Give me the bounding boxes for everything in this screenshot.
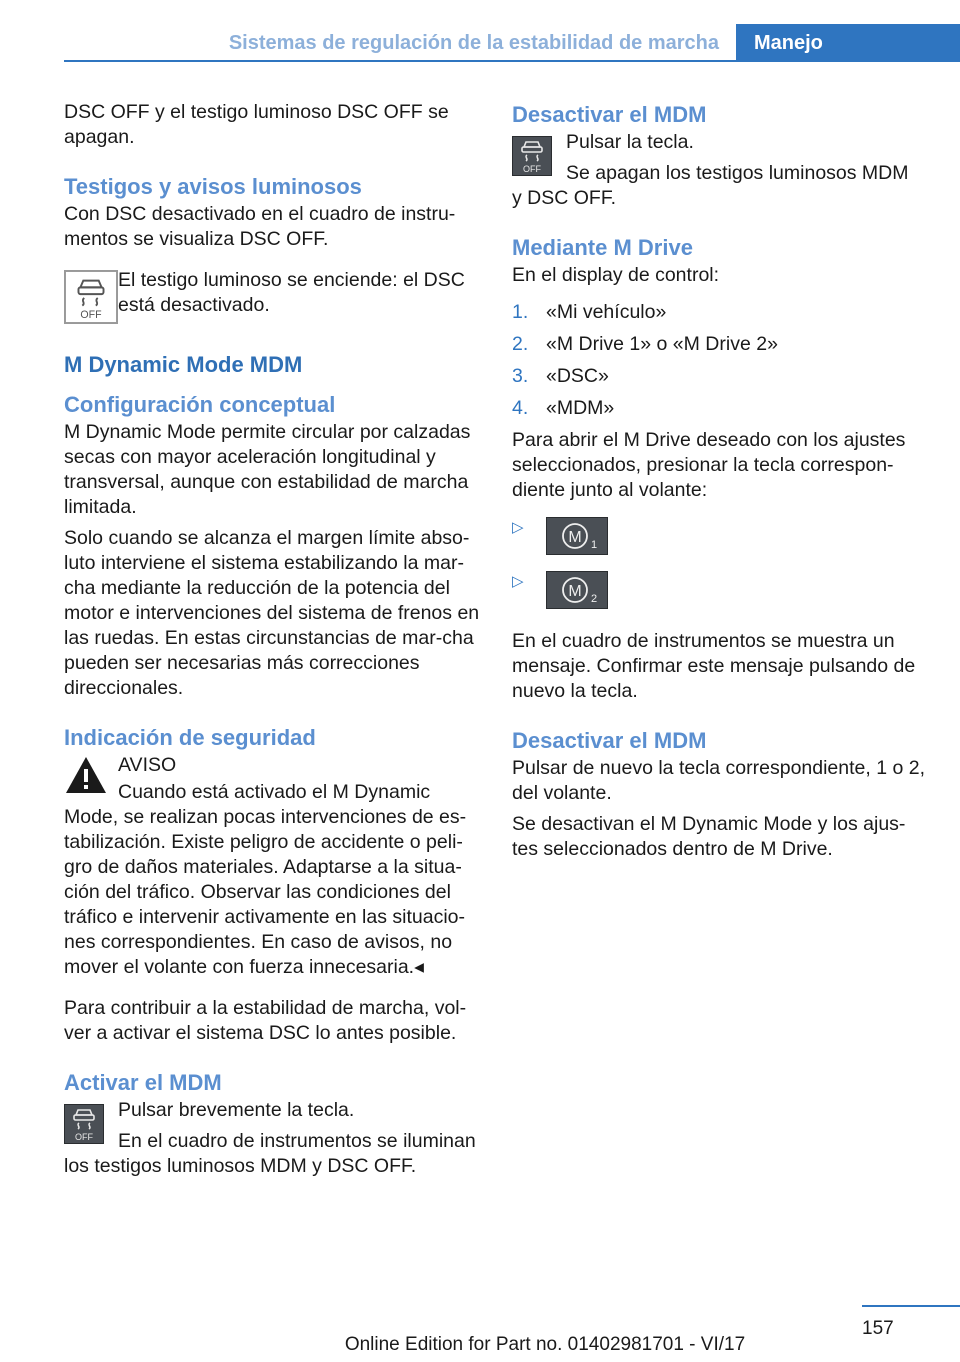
activar-step-2-first: En el cuadro de instrumentos se iluminan [118, 1130, 476, 1152]
desactivar-step-1: Pulsar la tecla. [566, 131, 694, 153]
header-rule [64, 60, 960, 62]
intro-paragraph: DSC OFF y el testigo luminoso DSC OFF se apagan. [64, 101, 449, 148]
off-label: OFF [523, 164, 541, 174]
right-column [512, 100, 928, 868]
m2-label: 2 [590, 593, 598, 605]
m1-label: 1 [590, 539, 598, 551]
m1-button-icon [546, 517, 608, 555]
page-number: 157 [862, 1318, 894, 1339]
heading-mdm: M Dynamic Mode MDM [64, 352, 303, 377]
m1-button-row [512, 517, 928, 555]
m2-button-row [512, 571, 928, 609]
heading-activar: Activar el MDM [64, 1070, 222, 1095]
heading-m-drive: Mediante M Drive [512, 235, 693, 260]
warning-triangle-icon [64, 755, 108, 795]
display-paragraph: En el display de control: [512, 264, 720, 286]
edition-footer: Online Edition for Part no. 01402981701 - VI/17 [344, 1334, 746, 1355]
m-label: M [568, 529, 582, 546]
aviso-first-line: Cuando está activado el M Dynamic [118, 781, 431, 803]
list-item: 1. «Mi vehículo» [512, 301, 667, 323]
warning-block [64, 753, 480, 805]
off-label: OFF [75, 1132, 93, 1142]
indicator-text: El testigo luminoso se enciende: el DSC está desactivado. [118, 269, 465, 316]
m-label: M [568, 583, 582, 600]
dsc-off-button-icon [64, 1104, 104, 1144]
dsc-off-indicator-row [64, 268, 480, 334]
left-column [64, 100, 480, 1185]
testigos-paragraph: Con DSC desactivado en el cuadro de instru-mentos se visualiza DSC OFF. [64, 203, 456, 250]
desactivar-steps [512, 130, 928, 186]
m2-button-icon [546, 571, 608, 609]
activar-step-2-rest: los testigos luminosos MDM y DSC OFF. [64, 1155, 417, 1177]
heading-desactivar-1: Desactivar el MDM [512, 102, 707, 127]
aviso-title: AVISO [118, 754, 177, 776]
bullet-triangle-icon: ▷ [512, 573, 524, 590]
dsc-off-indicator-icon [64, 270, 118, 324]
desactivar-step-2-rest: y DSC OFF. [512, 187, 617, 209]
list-item: 3. «DSC» [512, 365, 609, 387]
contribuir-paragraph: Para contribuir a la estabilidad de marcha, vol-ver a activar el sistema DSC lo antes posible. [64, 997, 467, 1044]
desactivar-step-2-first: Se apagan los testigos luminosos MDM [566, 162, 909, 184]
running-header-section: Sistemas de regulación de la estabilidad de marcha [228, 32, 719, 54]
heading-seguridad: Indicación de seguridad [64, 725, 316, 750]
heading-desactivar-2: Desactivar el MDM [512, 728, 707, 753]
list-item: 4. «MDM» [512, 397, 615, 419]
abrir-paragraph: Para abrir el M Drive deseado con los ajustes seleccionados, presionar la tecla correspon-diente junto al volante: [512, 429, 906, 501]
menu-path-list [512, 300, 928, 421]
desactivan-paragraph: Se desactivan el M Dynamic Mode y los ajus-tes seleccionados dentro de M Drive. [512, 813, 906, 860]
list-item: 2. «M Drive 1» o «M Drive 2» [512, 333, 778, 355]
heading-testigos: Testigos y avisos luminosos [64, 174, 362, 199]
heading-configuracion: Configuración conceptual [64, 392, 336, 417]
pulsar-paragraph: Pulsar de nuevo la tecla correspondiente, 1 o 2, del volante. [512, 757, 926, 804]
concepto-paragraph-2: Solo cuando se alcanza el margen límite abso-luto interviene el sistema estabilizando la mar-cha mediante la reducción de la potencia del motor e intervenciones del sistema de frenos en las ruedas. En estas circunstancias de mar-cha pueden ser necesarias más correcciones direccionales. [64, 527, 480, 699]
dsc-off-button-icon [512, 136, 552, 176]
bullet-triangle-icon: ▷ [512, 519, 524, 536]
activar-step-1: Pulsar brevemente la tecla. [118, 1099, 355, 1121]
activar-steps [64, 1098, 480, 1154]
chapter-tab: Manejo [736, 24, 960, 62]
footer-rule [862, 1305, 960, 1307]
aviso-text: Mode, se realizan pocas intervenciones de es-tabilización. Existe peligro de accidente o peli-gro de daños materiales. Adaptarse a la situa-ción del tráfico. Observar las condiciones del tráfico e intervenir activamente en las situacio-nes correspondientes. En caso de avisos, no mover el volante con fuerza innecesaria.◂ [64, 806, 467, 978]
off-label: OFF [80, 309, 102, 322]
concepto-paragraph-1: M Dynamic Mode permite circular por calzadas secas con mayor aceleración longitudinal y transversal, aunque con estabilidad de marcha limitada. [64, 421, 471, 518]
cuadro-paragraph: En el cuadro de instrumentos se muestra un mensaje. Confirmar este mensaje pulsando de nuevo la tecla. [512, 630, 916, 702]
